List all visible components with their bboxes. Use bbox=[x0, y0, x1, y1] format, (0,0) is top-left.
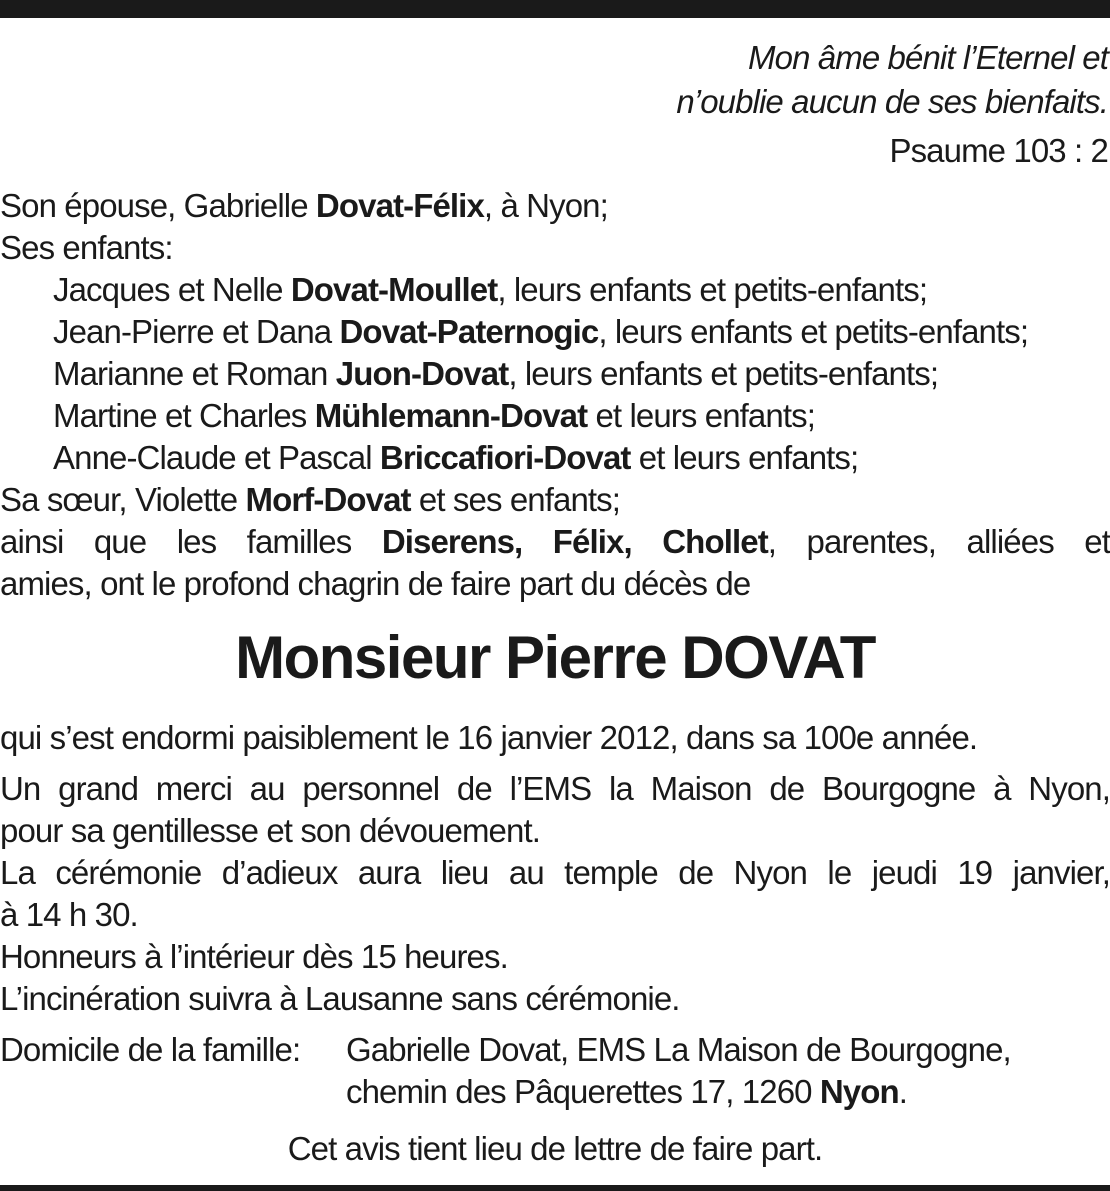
announcement-line: amies, ont le profond chagrin de faire part du décès de bbox=[0, 565, 751, 602]
thanks-line-1: Un grand merci au personnel de l’EMS la Maison de Bourgogne à Nyon, bbox=[0, 770, 1110, 807]
footer-note: Cet avis tient lieu de lettre de faire part. bbox=[287, 1130, 823, 1167]
child-line: Jacques et Nelle Dovat-Moullet, leurs enfants et petits-enfants; bbox=[53, 271, 928, 308]
child-line: Jean-Pierre et Dana Dovat-Paternogic, leurs enfants et petits-enfants; bbox=[53, 313, 1029, 350]
epigraph-line-1: Mon âme bénit l’Eternel et bbox=[748, 39, 1108, 76]
child-line: Martine et Charles Mühlemann-Dovat et leurs enfants; bbox=[53, 397, 815, 434]
domicile-address-line-1: Gabrielle Dovat, EMS La Maison de Bourgogne, bbox=[346, 1031, 1011, 1068]
ceremony-line-1: La cérémonie d’adieux aura lieu au temple de Nyon le jeudi 19 janvier, bbox=[0, 854, 1110, 891]
sister-line: Sa sœur, Violette Morf-Dovat et ses enfants; bbox=[0, 481, 621, 518]
child-family-name: Briccafiori-Dovat bbox=[379, 439, 631, 476]
ceremony-line-2: à 14 h 30. bbox=[0, 896, 138, 933]
child-family-name: Dovat-Moullet bbox=[290, 271, 498, 308]
bottom-border-rule bbox=[0, 1185, 1110, 1191]
children-heading: Ses enfants: bbox=[0, 229, 173, 266]
honours-line: Honneurs à l’intérieur dès 15 heures. bbox=[0, 938, 508, 975]
families-names: Diserens, Félix, Chollet bbox=[381, 523, 768, 560]
epigraph bbox=[676, 36, 1108, 124]
child-family-name: Mühlemann-Dovat bbox=[314, 397, 588, 434]
epigraph-line-2: n’oublie aucun de ses bienfaits. bbox=[676, 83, 1108, 120]
child-line: Anne-Claude et Pascal Briccafiori-Dovat et leurs enfants; bbox=[53, 439, 859, 476]
spouse-line: Son épouse, Gabrielle Dovat-Félix, à Nyon; bbox=[0, 187, 608, 224]
deceased-name: Monsieur Pierre DOVAT bbox=[235, 624, 875, 691]
sister-name: Morf-Dovat bbox=[245, 481, 411, 518]
families-line: ainsi que les familles Diserens, Félix, Chollet, parentes, alliées et bbox=[0, 523, 1110, 560]
cremation-line: L’incinération suivra à Lausanne sans cérémonie. bbox=[0, 980, 680, 1017]
top-border-rule bbox=[0, 0, 1110, 18]
child-family-name: Dovat-Paternogic bbox=[339, 313, 599, 350]
death-line: qui s’est endormi paisiblement le 16 janvier 2012, dans sa 100e année. bbox=[0, 719, 978, 756]
child-line: Marianne et Roman Juon-Dovat, leurs enfants et petits-enfants; bbox=[53, 355, 939, 392]
domicile-address-line-2: chemin des Pâquerettes 17, 1260 Nyon. bbox=[346, 1073, 908, 1110]
thanks-line-2: pour sa gentillesse et son dévouement. bbox=[0, 812, 540, 849]
domicile-label: Domicile de la famille: bbox=[0, 1031, 301, 1068]
domicile-city: Nyon bbox=[819, 1073, 899, 1110]
epigraph-reference: Psaume 103 : 2 bbox=[889, 132, 1108, 169]
child-family-name: Juon-Dovat bbox=[335, 355, 509, 392]
spouse-name: Dovat-Félix bbox=[315, 187, 484, 224]
